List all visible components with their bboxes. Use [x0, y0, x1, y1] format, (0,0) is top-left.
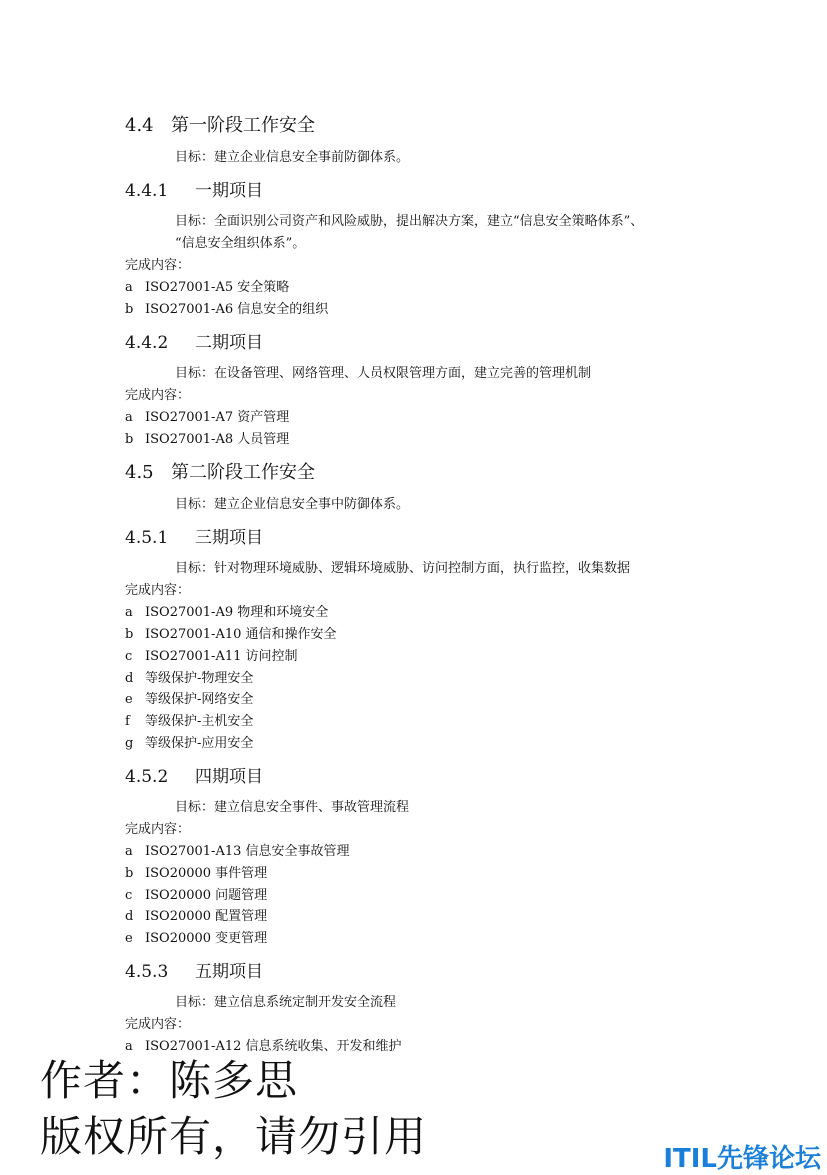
section-heading-4-4: 4.4 第一阶段工作安全	[125, 115, 315, 136]
list-item: a ISO27001-A5 安全策略	[125, 280, 290, 295]
section-goal-4-4-2: 目标：在设备管理、网络管理、人员权限管理方面，建立完善的管理机制	[175, 366, 592, 381]
list-item: a ISO27001-A7 资产管理	[125, 410, 290, 425]
list-item: a ISO27001-A9 物理和环境安全	[125, 605, 329, 620]
list-item: b ISO27001-A6 信息安全的组织	[125, 302, 329, 317]
section-heading-4-5-2: 4.5.2 四期项目	[125, 767, 263, 787]
completion-label: 完成内容：	[125, 258, 191, 273]
section-heading-4-4-2: 4.4.2 二期项目	[125, 333, 263, 353]
completion-label: 完成内容：	[125, 388, 191, 403]
section-heading-4-5: 4.5 第二阶段工作安全	[125, 462, 315, 483]
list-item: g 等级保护-应用安全	[125, 736, 254, 751]
forum-watermark: ITIL先锋论坛	[663, 1144, 821, 1174]
list-item: b ISO20000 事件管理	[125, 866, 268, 881]
list-item: f 等级保护-主机安全	[125, 714, 254, 729]
section-goal-4-5-1: 目标：针对物理环境威胁、逻辑环境威胁、访问控制方面，执行监控，收集数据	[175, 561, 631, 576]
list-item: c ISO20000 问题管理	[125, 888, 268, 903]
completion-label: 完成内容：	[125, 583, 191, 598]
completion-label: 完成内容：	[125, 1017, 191, 1032]
section-heading-4-5-3: 4.5.3 五期项目	[125, 962, 263, 982]
list-item: e 等级保护-网络安全	[125, 692, 254, 707]
author-watermark: 作者：陈多思	[40, 1056, 299, 1105]
list-item: e ISO20000 变更管理	[125, 931, 268, 946]
list-item: a ISO27001-A12 信息系统收集、开发和维护	[125, 1039, 402, 1054]
section-heading-4-5-1: 4.5.1 三期项目	[125, 528, 263, 548]
list-item: b ISO27001-A10 通信和操作安全	[125, 627, 337, 642]
list-item: a ISO27001-A13 信息安全事故管理	[125, 844, 350, 859]
completion-label: 完成内容：	[125, 822, 191, 837]
copyright-watermark: 版权所有，请勿引用	[40, 1112, 428, 1161]
section-goal-4-4: 目标：建立企业信息安全事前防御体系。	[175, 150, 410, 165]
list-item: c ISO27001-A11 访问控制	[125, 649, 298, 664]
section-goal-4-5-3: 目标：建立信息系统定制开发安全流程	[175, 995, 397, 1010]
section-goal-4-5: 目标：建立企业信息安全事中防御体系。	[175, 497, 410, 512]
section-heading-4-4-1: 4.4.1 一期项目	[125, 181, 263, 201]
list-item: d ISO20000 配置管理	[125, 909, 268, 924]
list-item: b ISO27001-A8 人员管理	[125, 432, 290, 447]
list-item: d 等级保护-物理安全	[125, 671, 254, 686]
section-goal-4-5-2: 目标：建立信息安全事件、事故管理流程	[175, 800, 410, 815]
section-goal-4-4-1-line1: 目标：全面识别公司资产和风险威胁，提出解决方案，建立“信息安全策略体系”、	[175, 214, 644, 229]
section-goal-4-4-1-line2: “信息安全组织体系”。	[175, 236, 306, 251]
